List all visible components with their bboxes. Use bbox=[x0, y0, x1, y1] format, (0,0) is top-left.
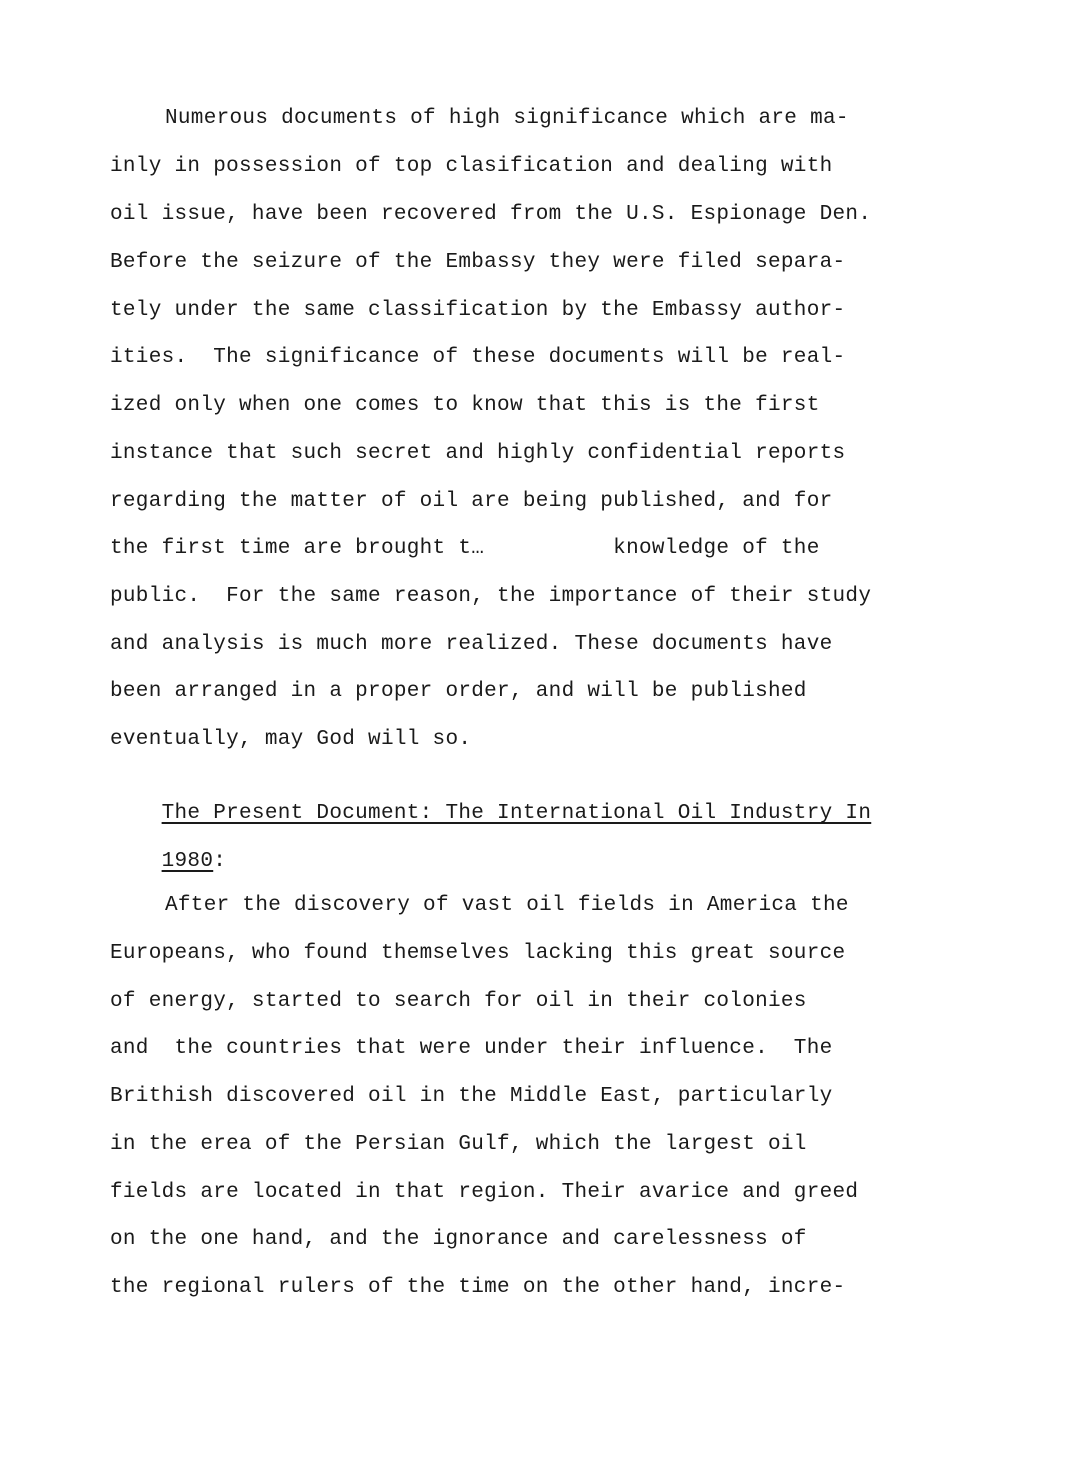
paragraph-1-line: oil issue, have been recovered from the U.S. Espionage Den. bbox=[110, 203, 872, 226]
paragraph-1-line: tely under the same classification by the Embassy author- bbox=[110, 299, 846, 322]
section-heading-line-1: The Present Document: The International Oil Industry In bbox=[161, 802, 872, 825]
paragraph-1-line: the first time are brought t… knowledge of the bbox=[110, 537, 820, 560]
paragraph-2-line: Brithish discovered oil in the Middle East, particularly bbox=[110, 1085, 833, 1108]
paragraph-2-line: of energy, started to search for oil in their colonies bbox=[110, 990, 807, 1013]
paragraph-1-line: Numerous documents of high significance which are ma- bbox=[165, 107, 849, 130]
paragraph-2-line: and the countries that were under their influence. The bbox=[110, 1037, 833, 1060]
paragraph-1-line: Before the seizure of the Embassy they were filed separa- bbox=[110, 251, 846, 274]
section-heading-year bbox=[110, 823, 226, 901]
paragraph-2-line: fields are located in that region. Their avarice and greed bbox=[110, 1181, 859, 1204]
paragraph-2-line: the regional rulers of the time on the other hand, incre- bbox=[110, 1276, 846, 1299]
paragraph-1-line: ized only when one comes to know that this is the first bbox=[110, 394, 820, 417]
paragraph-1-line: instance that such secret and highly confidential reports bbox=[110, 442, 846, 465]
paragraph-1-line: ities. The significance of these documents will be real- bbox=[110, 346, 846, 369]
paragraph-1-line: public. For the same reason, the importance of their study bbox=[110, 585, 872, 608]
section-heading-colon: : bbox=[213, 850, 227, 873]
paragraph-1-line: been arranged in a proper order, and will be published bbox=[110, 680, 807, 703]
paragraph-2-line: After the discovery of vast oil fields in America the bbox=[165, 894, 849, 917]
paragraph-1-line: inly in possession of top clasification and dealing with bbox=[110, 155, 833, 178]
paragraph-2-line: on the one hand, and the ignorance and carelessness of bbox=[110, 1228, 807, 1251]
paragraph-1-line: regarding the matter of oil are being published, and for bbox=[110, 490, 833, 513]
paragraph-2-line: Europeans, who found themselves lacking this great source bbox=[110, 942, 846, 965]
paragraph-1-line: and analysis is much more realized. These documents have bbox=[110, 633, 833, 656]
section-heading-line-2: 1980 bbox=[161, 850, 214, 873]
paragraph-2-line: in the erea of the Persian Gulf, which the largest oil bbox=[110, 1133, 807, 1156]
paragraph-1-line: eventually, may God will so. bbox=[110, 728, 472, 751]
